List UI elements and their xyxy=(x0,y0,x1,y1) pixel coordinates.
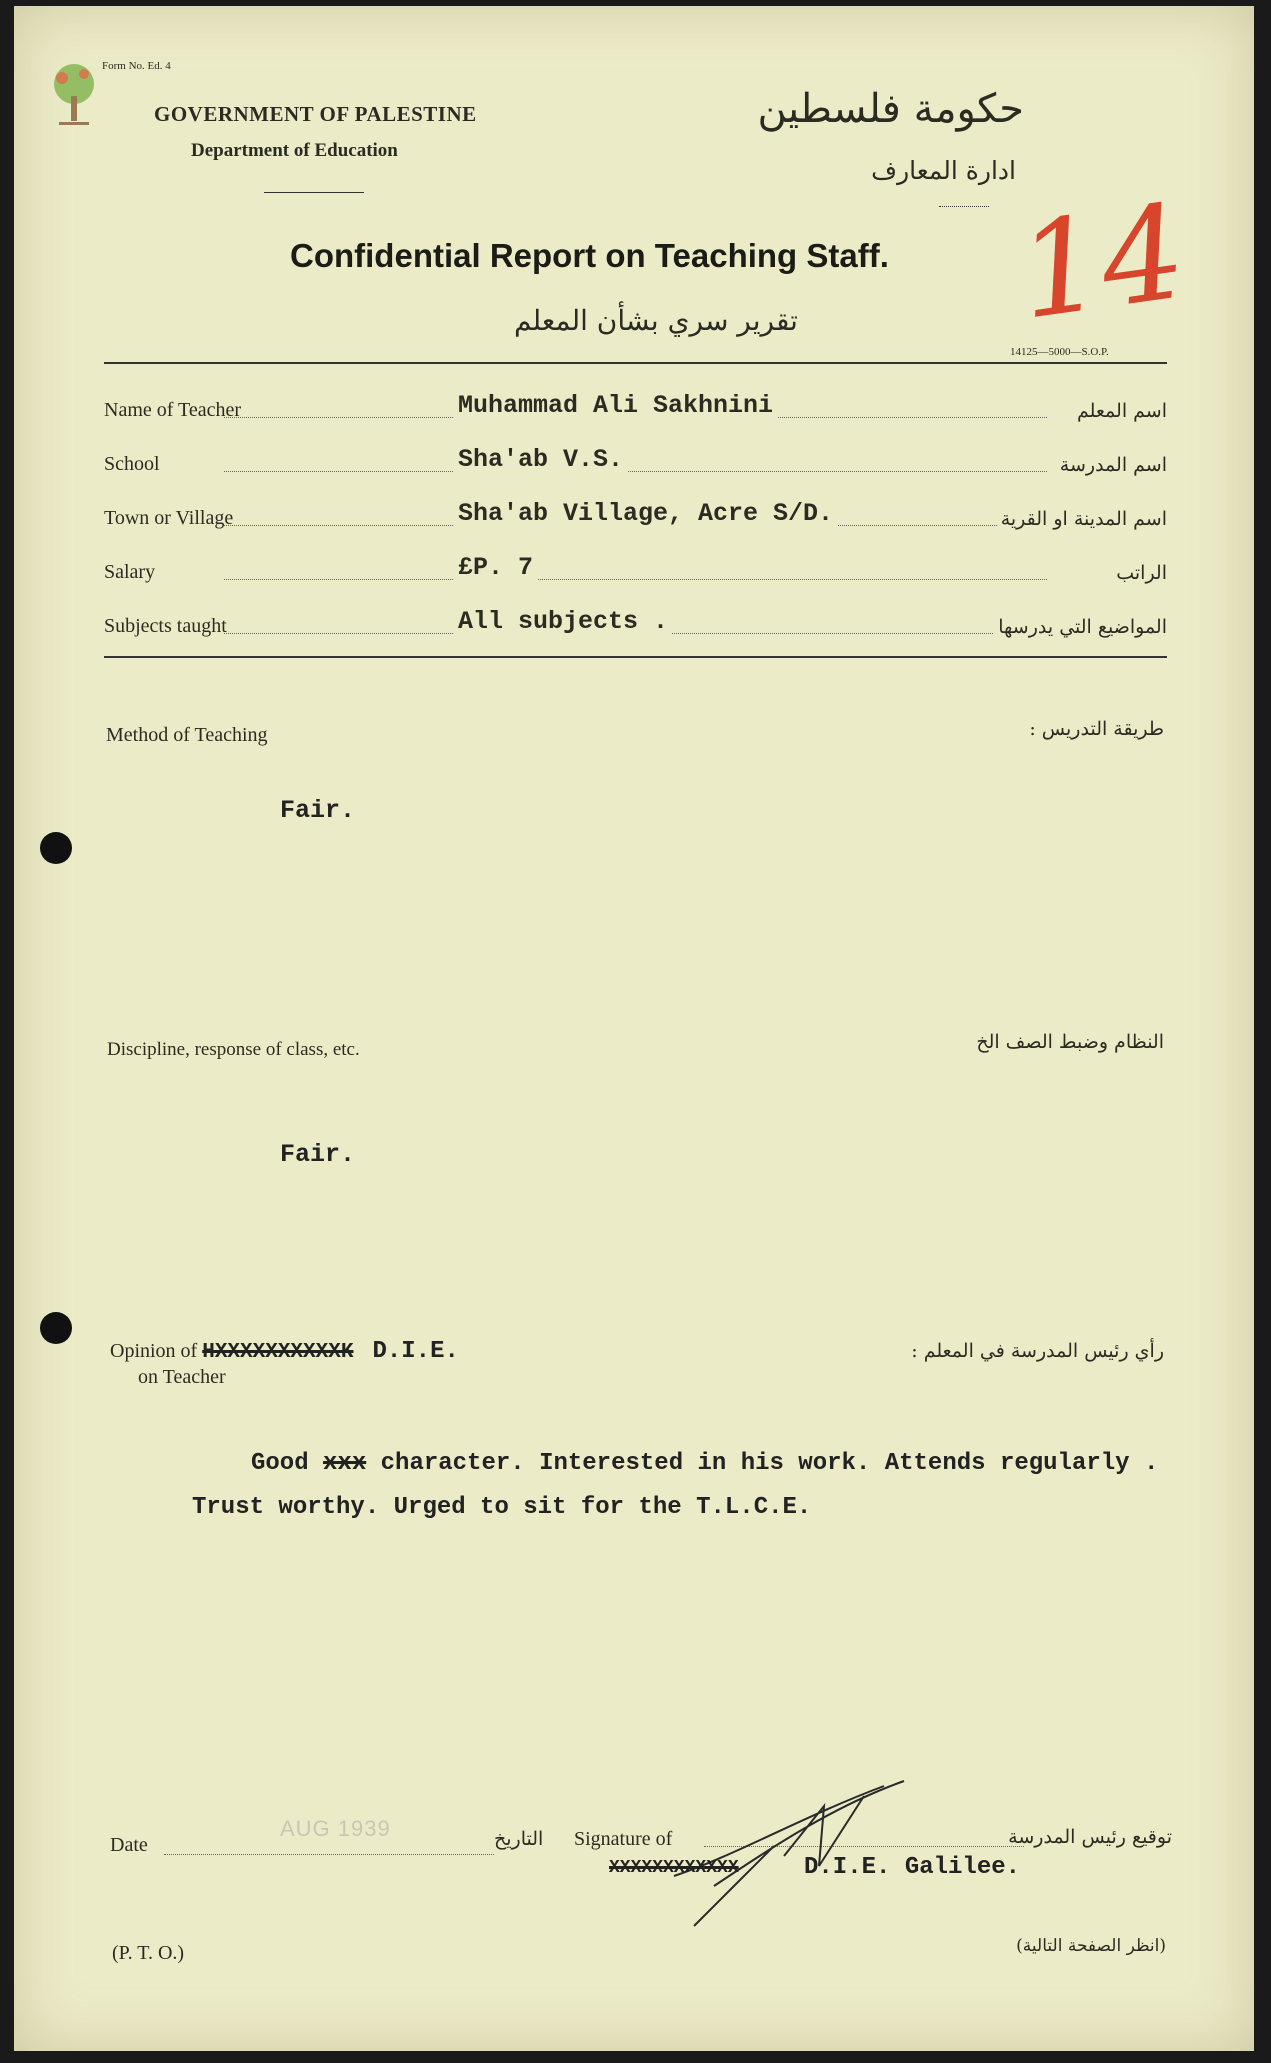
field-label-arabic: الراتب xyxy=(1112,562,1167,584)
struck-text: xxx xyxy=(323,1450,367,1477)
print-code: 14125—5000—S.O.P. xyxy=(1010,346,1109,358)
field-label: Town or Village xyxy=(104,507,234,529)
opinion-label-arabic: رأي رئيس المدرسة في المعلم : xyxy=(911,1340,1164,1362)
date-dotted-line xyxy=(164,1854,494,1855)
document-page xyxy=(14,6,1254,2051)
government-heading: GOVERNMENT OF PALESTINE xyxy=(154,102,477,126)
signature-struck-line xyxy=(609,1858,739,1878)
method-label-arabic: طريقة التدريس : xyxy=(1029,718,1164,740)
date-label-arabic: التاريخ xyxy=(494,1828,544,1850)
opinion-text: character. Interested in his work. Attends regularly . xyxy=(380,1450,1159,1477)
archive-logo-icon xyxy=(44,56,104,146)
discipline-label: Discipline, response of class, etc. xyxy=(107,1039,360,1060)
handwritten-page-number: 14 xyxy=(1009,175,1195,349)
punch-hole xyxy=(40,1312,72,1344)
field-value: Muhammad Ali Sakhnini xyxy=(454,391,777,420)
department-heading: Department of Education xyxy=(191,140,398,161)
field-row-teacher-name xyxy=(104,386,1167,426)
opinion-label-line xyxy=(110,1338,459,1365)
struck-text: XXXXXXXXXXXX xyxy=(609,1858,739,1878)
dotted-line xyxy=(224,471,1047,472)
government-heading-arabic: حكومة فلسطين xyxy=(757,86,1024,132)
field-label: School xyxy=(104,453,160,475)
opinion-label-line2: on Teacher xyxy=(138,1366,226,1388)
dotted-line xyxy=(224,579,1047,580)
method-label: Method of Teaching xyxy=(106,724,268,746)
opinion-text-line2: Trust worthy. Urged to sit for the T.L.C.E. xyxy=(192,1494,812,1521)
field-label: Salary xyxy=(104,561,156,583)
field-label: Subjects taught xyxy=(104,615,227,637)
date-stamp: AUG 1939 xyxy=(280,1816,391,1841)
field-label: Name of Teacher xyxy=(104,399,242,421)
field-row-salary xyxy=(104,548,1167,588)
field-row-subjects xyxy=(104,602,1167,642)
field-label-arabic: اسم المدرسة xyxy=(1056,454,1167,476)
field-value: Sha'ab V.S. xyxy=(454,445,627,474)
field-label-arabic: المواضيع التي يدرسها xyxy=(994,616,1167,638)
divider xyxy=(939,206,989,207)
field-value: Sha'ab Village, Acre S/D. xyxy=(454,499,837,528)
field-value: All subjects . xyxy=(454,607,672,636)
pto-label-arabic: (انظر الصفحة التالية) xyxy=(1016,1936,1166,1956)
struck-text: HXXXXXXXXXXK xyxy=(202,1341,354,1364)
signature-label: Signature of xyxy=(574,1828,673,1850)
discipline-label-arabic: النظام وضبط الصف الخ xyxy=(976,1031,1164,1053)
divider xyxy=(264,192,364,193)
opinion-label: Opinion of xyxy=(110,1340,198,1362)
field-row-town xyxy=(104,494,1167,534)
opinion-text: Good xyxy=(251,1450,309,1477)
signer-name: D.I.E. Galilee. xyxy=(804,1854,1021,1881)
field-value: £P. 7 xyxy=(454,553,537,582)
field-row-school xyxy=(104,440,1167,480)
method-value: Fair. xyxy=(280,796,356,825)
page-title-arabic: تقرير سري بشأن المعلم xyxy=(514,304,798,337)
punch-hole xyxy=(40,832,72,864)
discipline-value: Fair. xyxy=(280,1140,356,1169)
form-number: Form No. Ed. 4 xyxy=(102,60,171,72)
field-label-arabic: اسم المدينة او القرية xyxy=(997,508,1167,530)
date-label: Date xyxy=(110,1834,148,1856)
bottom-rule xyxy=(104,656,1167,658)
signature-label-arabic: توقيع رئيس المدرسة xyxy=(1008,1826,1172,1848)
top-rule xyxy=(104,362,1167,364)
opinion-text-line1 xyxy=(251,1450,1158,1477)
department-heading-arabic: ادارة المعارف xyxy=(871,156,1016,185)
field-label-arabic: اسم المعلم xyxy=(1073,400,1167,422)
page-title: Confidential Report on Teaching Staff. xyxy=(290,237,889,274)
pto-label: (P. T. O.) xyxy=(112,1942,185,1964)
opinion-authority: D.I.E. xyxy=(372,1338,459,1365)
